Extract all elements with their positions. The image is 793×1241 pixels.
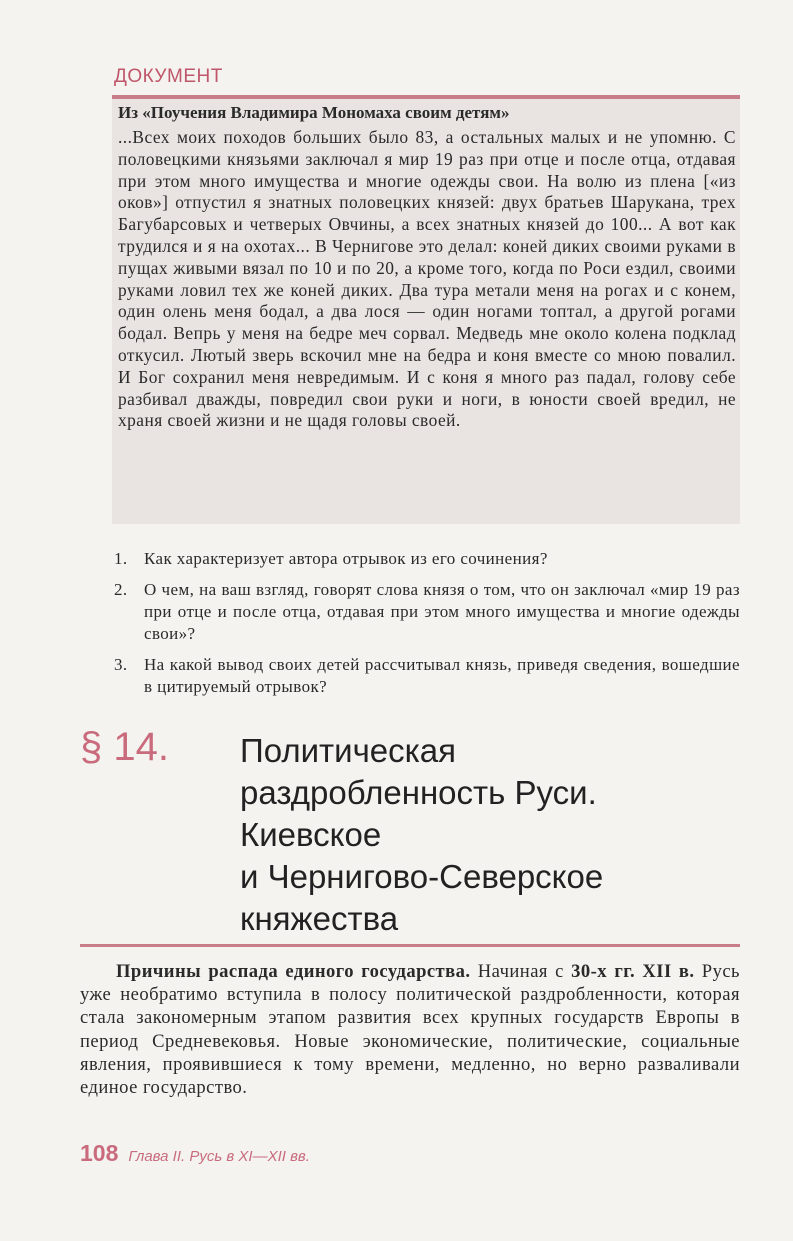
section-number: § 14. bbox=[80, 725, 169, 769]
section-title-line: и Чернигово-Северское bbox=[240, 858, 604, 895]
question-text: О чем, на ваш взгляд, говорят слова князя о том, что он заключал «мир 19 раз при отце и после отца, отдавая при этом много имущества и многие одежды свои»? bbox=[144, 580, 740, 643]
question-item bbox=[114, 654, 740, 698]
section-title-line: княжества bbox=[240, 900, 399, 937]
question-list bbox=[114, 548, 740, 707]
paragraph-text: Начиная с bbox=[470, 961, 572, 982]
question-number: 2. bbox=[114, 580, 128, 599]
question-item bbox=[114, 548, 740, 570]
page-footer bbox=[80, 1140, 310, 1167]
question-text: На какой вывод своих детей рассчитывал князь, приведя сведения, вошедшие в цитируемый отрывок? bbox=[144, 655, 740, 696]
highlighted-date: 30-х гг. XII в. bbox=[571, 961, 695, 982]
question-item bbox=[114, 579, 740, 645]
section-title bbox=[240, 730, 740, 940]
document-excerpt-text: ...Всех моих походов больших было 83, а остальных малых и не упомню. С половецкими князьями заключал я мир 19 раз при отце и после отца, отдавая при этом много имущества и многие одежды свои. На волю из плена [«из оков»] отпустил я знатных половецких князей: двух братьев Шарукана, трех Багубарсовых и четверых Овчины, а всех знатных князей до 100... А вот как трудился и я на охотах... В Чернигове это делал: коней диких своими руками в пущах живыми вязал по 10 и по 20, а кроме того, когда по Роси ездил, своими руками ловил тех же коней диких. Два тура метали меня на рогах и с конем, один олень меня бодал, а два лося — один ногами топтал, а другой рогами бодал. Вепрь у меня на бедре меч сорвал. Медведь мне около колена подклад откусил. Лютый зверь вскочил мне на бедра и коня вместе со мною повалил. И Бог сохранил меня невредимым. И с коня я много раз падал, голову себе разбивал дважды, повредил свои руки и ноги, в юности своей вредил, не храня своей жизни и не щадя головы своей. bbox=[118, 127, 736, 431]
section-divider bbox=[80, 944, 740, 947]
question-number: 1. bbox=[114, 549, 128, 568]
section-title-line: раздробленность Руси. bbox=[240, 774, 597, 811]
document-source-title: Из «Поучения Владимира Мономаха своим детям» bbox=[118, 103, 510, 122]
page-number: 108 bbox=[80, 1140, 119, 1166]
paragraph-text: Русь уже необратимо вступила в полосу политической раздробленности, которая стала закономерным этапом развития всех крупных государств Европы в период Средневековья. Новые экономические, политические, социальные явления, проявившиеся к тому времени, медленно, но верно разваливали единое государство. bbox=[80, 961, 740, 1099]
running-head: Глава II. Русь в XI—XII вв. bbox=[128, 1148, 310, 1165]
subsection-heading: Причины распада единого государства. bbox=[116, 961, 471, 982]
section-title-line: Киевское bbox=[240, 816, 382, 853]
section-title-line: Политическая bbox=[240, 732, 457, 769]
document-label: ДОКУМЕНТ bbox=[114, 66, 223, 87]
main-paragraph bbox=[80, 960, 740, 1099]
question-number: 3. bbox=[114, 655, 128, 674]
question-text: Как характеризует автора отрывок из его сочинения? bbox=[144, 549, 548, 568]
